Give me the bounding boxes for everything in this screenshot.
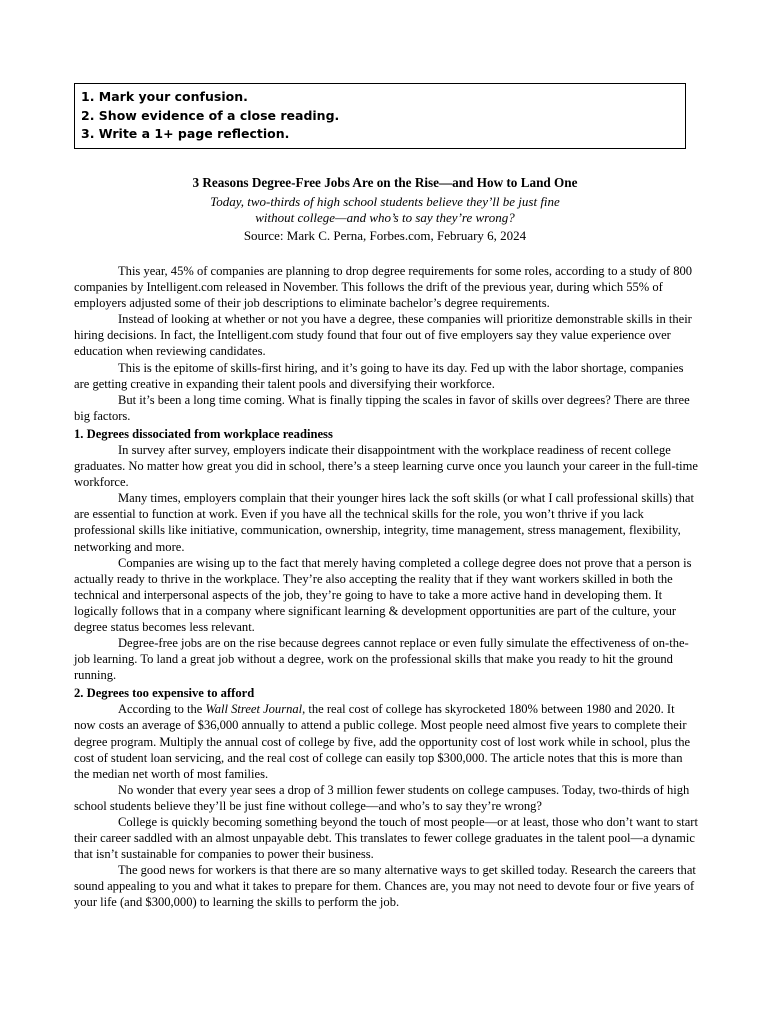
paragraph: College is quickly becoming something beyond the touch of most people—or at least, those who don’t want to start their career saddled with an almost unpayable debt. This translates to fewer college graduates in the talent pool—a dynamic that isn’t sustainable for companies to power their business.: [74, 815, 698, 862]
instruction-item: 2. Show evidence of a close reading.: [81, 107, 340, 123]
article-subtitle-line: without college—and who’s to say they’re wrong?: [255, 210, 515, 225]
publication-name: Wall Street Journal: [205, 702, 303, 717]
section-heading: 1. Degrees dissociated from workplace readiness: [74, 426, 333, 441]
text-run: , the real cost of college has skyrocketed 180% between 1980 and 2020. It now costs an average of $36,000 annually to attend a public college. Most people need almost five years to complete their degree program. Multiply the annual cost of college by five, add the opportunity cost of lost work while in school, plus the cost of student loan servicing, and the real cost of college can easily top $300,000. The article notes that this is more than the median net worth of most families.: [74, 702, 691, 781]
section-heading: 2. Degrees too expensive to afford: [74, 686, 255, 701]
article-title: 3 Reasons Degree-Free Jobs Are on the Rise—and How to Land One: [192, 175, 578, 190]
paragraph: But it’s been a long time coming. What is finally tipping the scales in favor of skills over degrees? There are three big factors.: [74, 392, 690, 423]
paragraph: Companies are wising up to the fact that merely having completed a college degree does not prove that a person is actually ready to thrive in the workplace. They’re also accepting the reality that if they want workers skilled in both the technical and interpersonal aspects of the job, they’re going to have to take a more active hand in developing them. It logically follows that in a company where significant learning & development opportunities are part of the culture, your degree status becomes less relevant.: [74, 555, 692, 634]
paragraph: The good news for workers is that there are so many alternative ways to get skilled today. Research the careers that sound appealing to you and what it takes to prepare for them. Chances are, you may not need to devote four or five years of your life (and $300,000) to learning the skills to perform the job.: [74, 863, 696, 910]
instructions-box: [74, 83, 686, 149]
paragraph: In survey after survey, employers indicate their disappointment with the workplace readiness of recent college graduates. No matter how great you did in school, there’s a steep learning curve once you launch your career in the full-time workforce.: [74, 442, 698, 490]
instruction-item: 3. Write a 1+ page reflection.: [81, 126, 290, 141]
article-subtitle-line: Today, two-thirds of high school students believe they’ll be just fine: [210, 194, 560, 209]
paragraph: This year, 45% of companies are planning to drop degree requirements for some roles, according to a study of 800 companies by Intelligent.com released in November. This follows the drift of the previous year, during which 55% of employers adjusted some of their job descriptions to eliminate bachelor’s degree requirements.: [74, 264, 693, 311]
article-body: [74, 263, 698, 911]
article-source: Source: Mark C. Perna, Forbes.com, February 6, 2024: [243, 228, 527, 243]
paragraph: This is the epitome of skills-first hiring, and it’s going to have its day. Fed up with the labor shortage, companies are getting creative in expanding their talent pools and diversifying their workforce.: [74, 360, 684, 391]
article-header: [74, 174, 696, 244]
paragraph: Many times, employers complain that their younger hires lack the soft skills (or what I call professional skills) that are essential to function at work. Even if you have all the technical skills for the role, you won’t thrive if you lack professional skills like initiative, communication, ownership, integrity, time management, stress management, flexibility, networking and more.: [74, 491, 694, 554]
paragraph: Instead of looking at whether or not you have a degree, these companies will prioritize demonstrable skills in their hiring decisions. In fact, the Intelligent.com study found that four out of five employers say they value experience over education when reviewing candidates.: [74, 312, 692, 359]
paragraph: [74, 701, 698, 781]
instruction-item: 1. Mark your confusion.: [81, 89, 248, 104]
paragraph: Degree-free jobs are on the rise because degrees cannot replace or even fully simulate the effectiveness of on-the-job learning. To land a great job without a degree, work on the professional skills that make you ready to hit the ground running.: [74, 636, 689, 683]
paragraph: No wonder that every year sees a drop of 3 million fewer students on college campuses. Today, two-thirds of high school students believe they’ll be just fine without college—and who’s to say they’re wrong?: [74, 782, 690, 813]
text-run: According to the: [118, 702, 206, 717]
